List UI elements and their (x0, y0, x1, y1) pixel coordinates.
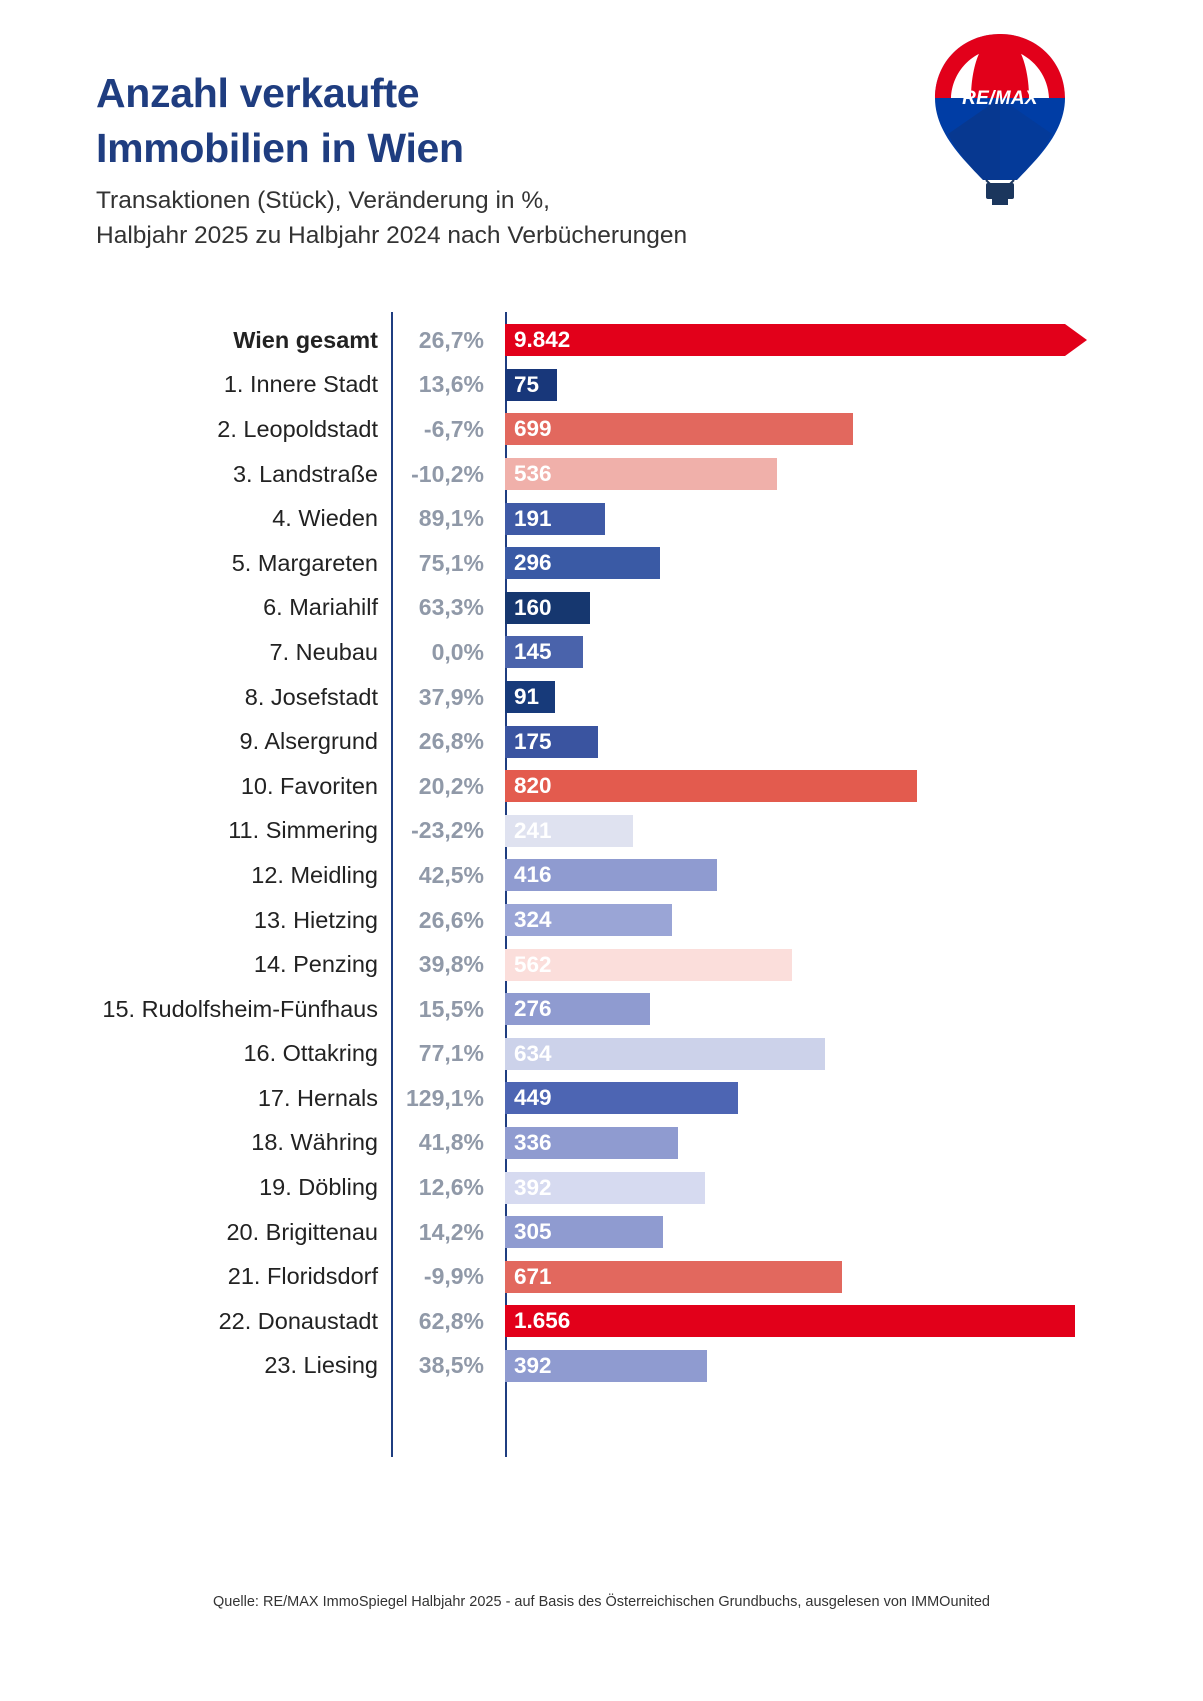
row-bar (505, 1127, 678, 1159)
chart-row (0, 853, 1203, 898)
row-value-label: 671 (514, 1263, 552, 1289)
page-subtitle (96, 184, 687, 254)
row-bar (505, 681, 555, 713)
chart-row (0, 452, 1203, 497)
row-value-label: 276 (514, 996, 552, 1022)
row-value-label: 160 (514, 594, 552, 620)
row-bar (505, 1082, 738, 1114)
row-value-label: 91 (514, 684, 540, 710)
chart-row (0, 898, 1203, 943)
row-category-label: 12. Meidling (251, 861, 378, 888)
row-change-percent: 38,5% (418, 1352, 484, 1379)
row-bar-zone (505, 1261, 1203, 1293)
chart-row (0, 675, 1203, 720)
row-value-label: 145 (514, 639, 552, 665)
row-bar-zone (505, 726, 1203, 758)
row-bar (505, 815, 633, 847)
row-category-label: 22. Donaustadt (218, 1307, 378, 1334)
row-value-label: 820 (514, 773, 552, 799)
row-bar-zone (505, 592, 1203, 624)
page-title-line-2: Immobilien in Wien (96, 124, 464, 171)
row-bar (505, 1172, 705, 1204)
row-category-label: 3. Landstraße (232, 460, 378, 487)
row-category-label: 6. Mariahilf (263, 594, 378, 621)
row-change-percent: 77,1% (418, 1040, 484, 1067)
row-bar-zone (505, 770, 1203, 802)
row-category-label: 14. Penzing (253, 951, 378, 978)
row-change-percent: 129,1% (405, 1084, 484, 1111)
chart-row (0, 407, 1203, 452)
row-change-percent: -9,9% (423, 1263, 484, 1290)
page-title-line-1: Anzahl verkaufte (96, 70, 420, 116)
chart-row (0, 1076, 1203, 1121)
row-bar (505, 1305, 1075, 1337)
row-bar-zone (505, 413, 1203, 445)
row-category-label: 18. Währing (251, 1129, 378, 1156)
row-bar-zone (505, 503, 1203, 535)
row-bar (505, 949, 792, 981)
row-change-percent: 42,5% (418, 861, 484, 888)
bar-chart (0, 300, 1203, 1480)
row-change-percent: 14,2% (418, 1218, 484, 1245)
row-bar-zone (505, 1216, 1203, 1248)
row-category-label: 7. Neubau (269, 638, 378, 665)
chart-row (0, 586, 1203, 631)
row-bar-zone (505, 1082, 1203, 1114)
row-category-label: 23. Liesing (264, 1352, 378, 1379)
row-value-label: 241 (514, 817, 552, 843)
row-bar-zone (505, 1127, 1203, 1159)
row-change-percent: 26,7% (418, 326, 484, 353)
row-category-label: 10. Favoriten (240, 772, 378, 799)
row-value-label: 9.842 (514, 327, 571, 353)
chart-row (0, 318, 1203, 363)
row-bar (505, 1350, 707, 1382)
row-change-percent: 12,6% (418, 1174, 484, 1201)
row-value-label: 699 (514, 416, 552, 442)
row-change-percent: -23,2% (411, 817, 484, 844)
row-bar-zone (505, 547, 1203, 579)
row-value-label: 296 (514, 550, 552, 576)
row-value-label: 392 (514, 1352, 552, 1378)
row-change-percent: 62,8% (418, 1307, 484, 1334)
chart-row (0, 1299, 1203, 1344)
chart-row (0, 1210, 1203, 1255)
row-value-label: 416 (514, 862, 552, 888)
chart-row (0, 1254, 1203, 1299)
row-bar (505, 458, 777, 490)
row-value-label: 305 (514, 1219, 552, 1245)
balloon-icon (920, 28, 1080, 228)
header (0, 0, 1203, 290)
row-value-label: 175 (514, 728, 552, 754)
row-category-label: 15. Rudolfsheim-Fünfhaus (102, 995, 378, 1022)
row-bar-zone (505, 815, 1203, 847)
row-category-label: 19. Döbling (259, 1174, 378, 1201)
row-bar (505, 993, 650, 1025)
row-category-label: 13. Hietzing (253, 906, 378, 933)
row-category-label: 2. Leopoldstadt (217, 415, 378, 442)
row-change-percent: 89,1% (418, 505, 484, 532)
row-change-percent: -6,7% (423, 415, 484, 442)
row-change-percent: 37,9% (418, 683, 484, 710)
row-change-percent: 75,1% (418, 549, 484, 576)
row-bar (505, 324, 1065, 356)
row-bar (505, 413, 853, 445)
row-value-label: 536 (514, 461, 552, 487)
row-value-label: 191 (514, 505, 552, 531)
row-bar (505, 770, 917, 802)
row-category-label: 17. Hernals (257, 1084, 378, 1111)
row-bar-zone (505, 1350, 1203, 1382)
chart-row (0, 630, 1203, 675)
page-title (96, 66, 464, 175)
row-bar (505, 369, 557, 401)
row-bar-zone (505, 949, 1203, 981)
row-bar-zone (505, 636, 1203, 668)
row-change-percent: 41,8% (418, 1129, 484, 1156)
chart-row (0, 363, 1203, 408)
row-category-label: 9. Alsergrund (239, 728, 378, 755)
chart-rows (0, 318, 1203, 1388)
chart-row (0, 809, 1203, 854)
row-category-label: 16. Ottakring (243, 1040, 378, 1067)
chart-row (0, 1032, 1203, 1077)
row-bar (505, 636, 583, 668)
row-bar-zone (505, 1038, 1203, 1070)
remax-logo (920, 28, 1080, 228)
chart-row (0, 719, 1203, 764)
row-bar (505, 1216, 663, 1248)
row-change-percent: 26,6% (418, 906, 484, 933)
page-subtitle-line-2: Halbjahr 2025 zu Halbjahr 2024 nach Verbücherungen (96, 221, 688, 249)
row-change-percent: 13,6% (418, 371, 484, 398)
row-value-label: 75 (514, 371, 540, 397)
remax-logo-text: RE/MAX (962, 88, 1038, 109)
row-bar-zone (505, 681, 1203, 713)
row-bar (505, 503, 605, 535)
chart-row (0, 541, 1203, 586)
row-value-label: 324 (514, 907, 552, 933)
row-change-percent: 15,5% (418, 995, 484, 1022)
chart-row (0, 764, 1203, 809)
row-change-percent: 20,2% (418, 772, 484, 799)
row-category-label: 21. Floridsdorf (227, 1263, 378, 1290)
row-category-label: 11. Simmering (228, 817, 378, 844)
row-bar-zone (505, 859, 1203, 891)
row-bar (505, 726, 598, 758)
row-change-percent: -10,2% (411, 460, 484, 487)
row-category-label: 20. Brigittenau (226, 1218, 378, 1245)
chart-row (0, 496, 1203, 541)
row-value-label: 449 (514, 1085, 552, 1111)
row-category-label: 5. Margareten (231, 549, 378, 576)
row-bar-zone (505, 904, 1203, 936)
row-change-percent: 26,8% (418, 728, 484, 755)
row-bar (505, 1038, 825, 1070)
row-bar-zone (505, 993, 1203, 1025)
row-category-label: 8. Josefstadt (244, 683, 378, 710)
row-bar (505, 547, 660, 579)
chart-row (0, 942, 1203, 987)
row-bar-zone (505, 458, 1203, 490)
page-subtitle-line-1: Transaktionen (Stück), Veränderung in %, (96, 187, 550, 214)
chart-row (0, 1165, 1203, 1210)
row-value-label: 562 (514, 951, 552, 977)
row-value-label: 634 (514, 1040, 552, 1066)
row-change-percent: 63,3% (418, 594, 484, 621)
row-value-label: 1.656 (514, 1308, 571, 1334)
chart-row (0, 1121, 1203, 1166)
row-bar-zone (505, 369, 1203, 401)
row-bar (505, 592, 590, 624)
row-value-label: 336 (514, 1129, 552, 1155)
row-category-label: Wien gesamt (233, 326, 378, 353)
row-bar (505, 1261, 842, 1293)
chart-row (0, 987, 1203, 1032)
row-value-label: 392 (514, 1174, 552, 1200)
row-category-label: 4. Wieden (272, 505, 378, 532)
row-category-label: 1. Innere Stadt (223, 371, 378, 398)
row-bar (505, 859, 717, 891)
row-change-percent: 0,0% (431, 638, 484, 665)
row-bar-zone (505, 1305, 1203, 1337)
source-note: Quelle: RE/MAX ImmoSpiegel Halbjahr 2025 - auf Basis des Österreichischen Grundbuchs, ausgelesen von IMMOunited (213, 1594, 990, 1610)
chart-row (0, 1344, 1203, 1389)
row-bar-zone (505, 324, 1203, 356)
row-bar-zone (505, 1172, 1203, 1204)
row-change-percent: 39,8% (418, 951, 484, 978)
row-bar (505, 904, 672, 936)
